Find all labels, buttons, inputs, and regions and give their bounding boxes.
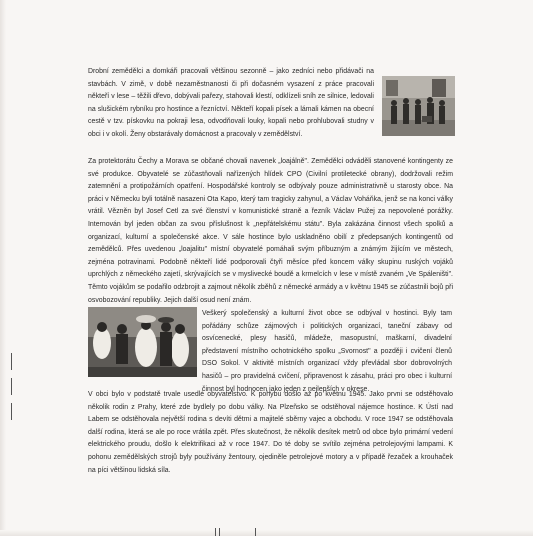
page-edge-shadow xyxy=(0,0,6,536)
binding-mark xyxy=(11,353,12,370)
paragraph-social-life: Veškerý společenský a kulturní život obce se odbýval v hostinci. Byly tam pořádány schůze zájmových i politických organizací, taneční zábavy od osvícenecké, plesy hasičů, mládeže, masopustní, maškarní, divadelní představení místního ochotnického spolku „Svornost" a později i cvičení členů DSO Sokol. V aktivitě místních organizací vždy převládal sbor dobrovolných hasičů – pro pravidelná cvičení, připravenost k zásahu, práci pro obec i kulturní činnost byl hodnocen jako jeden z nejlepších v okrese. xyxy=(202,310,452,393)
binding-mark xyxy=(219,528,220,536)
paragraph-protectorate: Za protektorátu Čechy a Morava se občané chovali navenek „loajálně". Zemědělci odváděli stanovené kontingenty ze své produkce. Obyvatelé se zúčastňovali nařízených hlídek CPO (Civilní protiletecké obrany), dodržovali režim zatemnění a protipožárních opatření. Hospodářské kontroly se odbývaly pouze administrativně u starosty obce. Na práci v Německu byli totálně nasazeni Ota Kapo, který tam tragicky zahynul, a Václav Voháňka, jenž se na konci války vrátil. Vězněn byl Josef Cetl za své členství v komunistické straně a řezník Václav Pužej za nepovolené porážky. Internován byl jeden občan za svou příslušnost k „nepřátelskému státu". Byla zakázána činnost všech spolků a organizací, kulturní a společenské akce. V sále hostince bylo uskladněno obilí z předepsaných kontingentů od zemědělců. Přes uvedenou „loajalitu" místní obyvatelé pomáhali svým příbuzným a známým žijícím ve městech, zejména potravinami. Podobně někteří lidé podporovali čtyři měsíce před koncem války skupinu ruských vojáků uprchlých z německého zajetí, skrývajících se v myslivecké boudě a krmelcích v lese v místě zvaném „Ve Spáleništi". Těmto vojákům se podařilo odzbrojit a zajmout několik zběhů z německé armády a v květnu 1945 se zúčastnili bojů při osvobozování republiky. Jejich další osud není znám. xyxy=(88,158,453,304)
page-bottom-shadow xyxy=(0,530,533,536)
binding-mark xyxy=(215,528,216,536)
photo-masquerade xyxy=(88,307,197,377)
paragraph-population: V obci bylo v podstatě trvale usedlé obyvatelstvo. K pohybu došlo až po květnu 1945. Jako prvni se odstěhovalo několik rodin z Prahy, které zde bydlely po dobu války. Na Plzeňsko se odstěhoval nájemce hostince. K Ústí nad Labem se odstěhovala největší rodina s devíti dětmi a majitelé sběrny vajec a obchodu. V roce 1947 se odstěhovala další rodina, která se ale po roce vrátila zpět. Přes skutečnost, že několik desítek metrů od obce bylo primární vedení elektrického proudu, došlo k elektrifikaci až v roce 1947. Do té doby se svítilo zejména petrolejovými lampami. K pohonu zemědělských strojů byly používány žentoury, ojediněle petrolejové motory a v případě řezaček a krouhaček na píci většinou lidská síla. xyxy=(88,391,453,474)
binding-mark xyxy=(255,528,256,536)
photo-masquerade-image xyxy=(88,307,197,377)
binding-mark xyxy=(11,403,12,420)
photo-villagers xyxy=(382,76,455,136)
photo-villagers-image xyxy=(382,76,455,136)
binding-mark xyxy=(11,378,12,395)
paragraph-seasonal-work: Drobní zemědělci a domkáři pracovali většinou sezonně – jako zedníci nebo přidávači na stavbách. V zimě, v době nezaměstnanosti či při dočasném vysazení z práce pracovali někteří v lese – těžili dřevo, dobývali pařezy, stahovali klestí, odklízeli sníh ze silnice, ledovali na slušickém rybníku pro hostince a řezníctví. Někteří kopali písek a lámali kámen na obecní cestě v tzv. pískovku na pokraji lesa, odvodňovali louky, kopali nebo prohlubovali studny v obci i v okolí. Ženy obstarávaly domácnost a pracovaly v zemědělství. xyxy=(88,68,374,138)
